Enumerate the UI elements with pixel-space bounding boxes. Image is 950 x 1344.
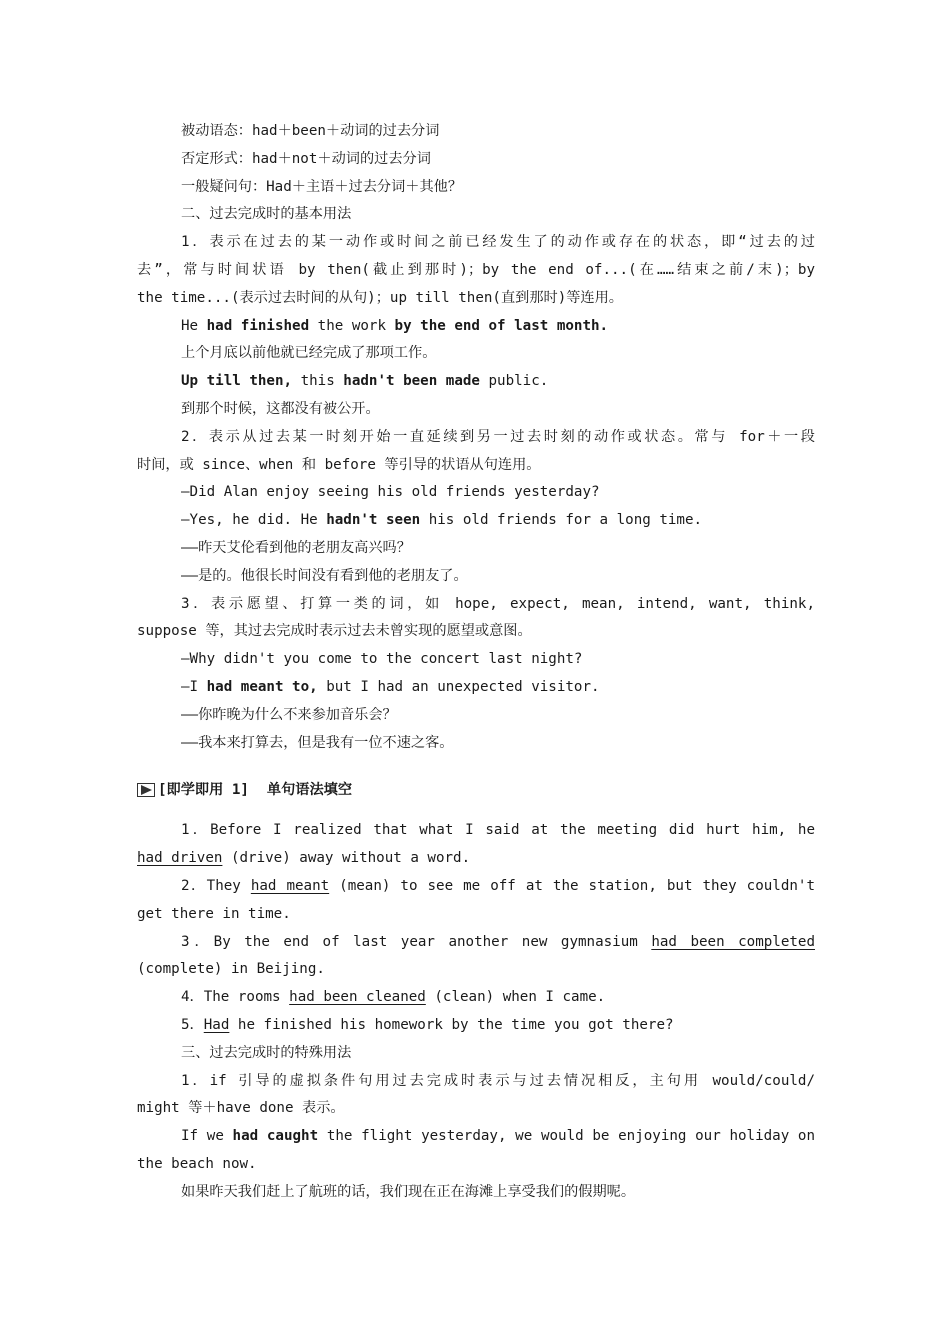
section-heading: 三、过去完成时的特殊用法 (181, 1044, 352, 1061)
answer-blank: Had (203, 1016, 230, 1033)
exercise-item: 2．They had meant (mean) to see me off at the station, but they couldn't (181, 877, 816, 894)
text-line: 1．表示在过去的某一动作或时间之前已经发生了的动作或存在的状态，即“过去的过 (181, 234, 815, 251)
exercise-item: 3．By the end of last year another new gymnasium had been completed (181, 933, 815, 950)
translation: ——你昨晚为什么不来参加音乐会？ (181, 706, 397, 723)
text-line: 1．if 引导的虚拟条件句用过去完成时表示与过去情况相反，主句用 would/could/ (181, 1072, 815, 1089)
text-line: suppose 等，其过去完成时表示过去未曾实现的愿望或意图。 (137, 623, 532, 640)
text-line: 3．表示愿望、打算一类的词，如 hope, expect, mean, intend, want, think, (181, 595, 815, 612)
dialogue-line: —Did Alan enjoy seeing his old friends yesterday? (181, 484, 600, 501)
translation: ——是的。他很长时间没有看到他的老朋友了。 (181, 567, 468, 584)
text-line: 去”，常与时间状语 by then(截止到那时)；by the end of...(在……结束之前/末)；by (137, 261, 815, 278)
text-line: 时间，或 since、when 和 before 等引导的状语从句连用。 (137, 456, 541, 473)
example-sentence: If we had caught the flight yesterday, we would be enjoying our holiday on (181, 1128, 816, 1145)
translation: 如果昨天我们赶上了航班的话，我们现在正在海滩上享受我们的假期呢。 (181, 1183, 636, 1200)
exercise-item: (complete) in Beijing. (137, 961, 325, 978)
translation: ——昨天艾伦看到他的老朋友高兴吗？ (181, 539, 411, 556)
play-arrow-icon (137, 783, 155, 797)
example-sentence: Up till then, this hadn't been made public. (181, 373, 549, 390)
exercise-item: get there in time. (137, 905, 291, 922)
exercise-item: 1．Before I realized that what I said at the meeting did hurt him, he (181, 822, 815, 839)
text-line: 被动语态：had＋been＋动词的过去分词 (181, 123, 440, 139)
answer-blank: had been cleaned (289, 989, 426, 1006)
answer-blank: had meant (250, 877, 330, 894)
exercise-item: 5．Had he finished his homework by the time you got there? (181, 1016, 674, 1033)
text-line: 否定形式：had＋not＋动词的过去分词 (181, 150, 431, 167)
translation: 上个月底以前他就已经完成了那项工作。 (181, 345, 437, 362)
example-sentence: He had finished the work by the end of last month. (181, 317, 609, 334)
exercise-item: 4．The rooms had been cleaned (clean) when I came. (181, 989, 606, 1006)
dialogue-line: —Why didn't you come to the concert last night? (181, 651, 583, 668)
document-page (137, 118, 815, 1206)
section-heading: 二、过去完成时的基本用法 (181, 206, 352, 223)
answer-blank: had been completed (651, 933, 815, 950)
example-sentence: the beach now. (137, 1155, 257, 1172)
dialogue-line: —Yes, he did. He hadn't seen his old friends for a long time. (181, 512, 703, 529)
exercise-section-header (137, 763, 815, 817)
text-line: might 等＋have done 表示。 (137, 1100, 345, 1117)
translation: ——我本来打算去，但是我有一位不速之客。 (181, 734, 454, 751)
exercise-title: 单句语法填空 (266, 782, 353, 799)
answer-blank: had driven (137, 850, 223, 867)
text-line: 2．表示从过去某一时刻开始一直延续到另一过去时刻的动作或状态。常与 for＋一段 (181, 428, 815, 445)
text-line: 一般疑问句：Had＋主语＋过去分词＋其他？ (181, 178, 463, 195)
exercise-item: had driven (drive) away without a word. (137, 850, 471, 867)
exercise-tag: [即学即用 1] (158, 782, 249, 799)
dialogue-line: —I had meant to, but I had an unexpected visitor. (181, 678, 600, 695)
text-line: the time...(表示过去时间的从句)；up till then(直到那时)等连用。 (137, 289, 623, 306)
translation: 到那个时候，这都没有被公开。 (181, 400, 380, 417)
